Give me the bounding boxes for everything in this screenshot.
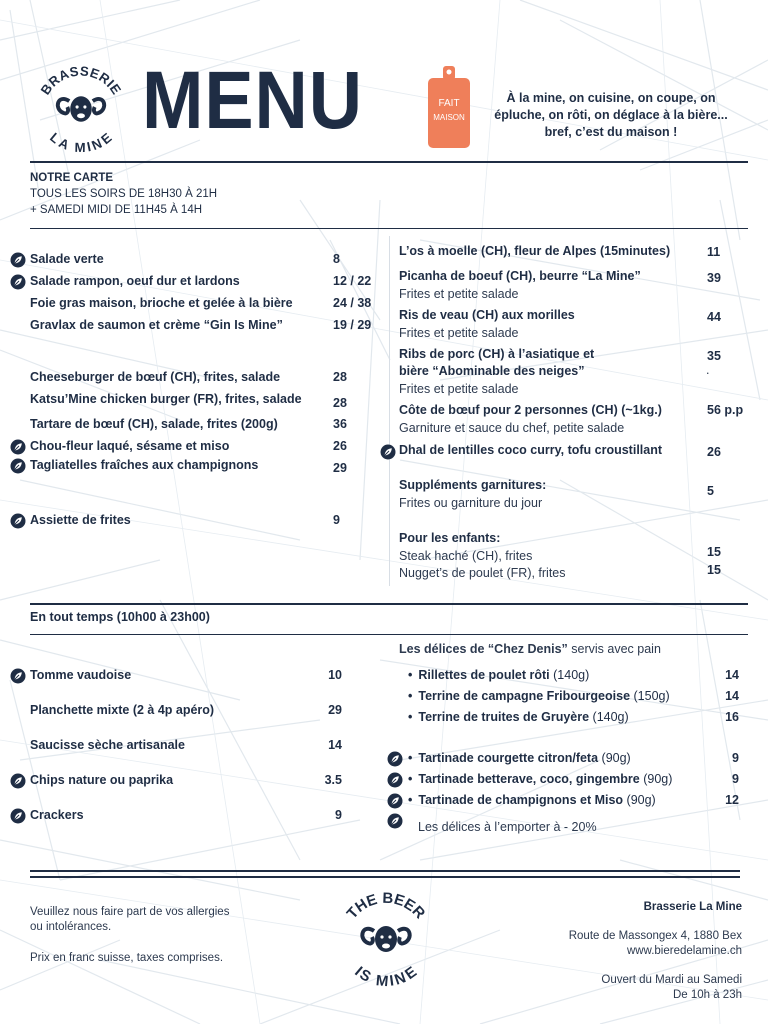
delices-item-qty: (90g) bbox=[639, 772, 673, 786]
notre-carte-title: NOTRE CARTE bbox=[30, 172, 114, 184]
tout-temps-item-price: 29 bbox=[328, 703, 342, 717]
opening-hours: De 10h à 23h bbox=[672, 989, 742, 1001]
vegetarian-leaf-icon bbox=[10, 668, 26, 684]
menu-item-name: Foie gras maison, brioche et gelée à la bière bbox=[30, 296, 293, 310]
menu-item-price: 8 bbox=[333, 252, 340, 266]
enfants-title: Pour les enfants: bbox=[399, 531, 501, 545]
tout-temps-bottom-divider bbox=[30, 634, 748, 635]
logo-bottom-text: LA MINE bbox=[47, 129, 115, 156]
tout-temps-top-divider bbox=[30, 603, 748, 605]
menu-item-description: Frites ou garniture du jour bbox=[399, 496, 543, 510]
menu-item-name: Gravlax de saumon et crème “Gin Is Mine” bbox=[30, 318, 283, 332]
bullet: • bbox=[408, 772, 413, 786]
bullet: • bbox=[408, 793, 413, 807]
tout-temps-item-name: Planchette mixte (2 à 4p apéro) bbox=[30, 703, 215, 717]
brasserie-logo bbox=[32, 58, 130, 156]
bullet: • bbox=[408, 689, 413, 703]
footer-logo-bottom-text: IS MINE bbox=[351, 963, 420, 987]
menu-item-name: Katsu’Mine chicken burger (FR), frites, salade bbox=[30, 392, 302, 406]
menu-item-name: L’os à moelle (CH), fleur de Alpes (15minutes) bbox=[399, 244, 671, 258]
menu-item-price: 26 bbox=[707, 445, 721, 459]
fait-maison-text: À la mine, on cuisine, on coupe, on épluche, on rôti, on déglace à la bière... bref, c’est du maison ! bbox=[494, 91, 728, 139]
menu-item-price: 39 bbox=[707, 271, 721, 285]
delices-item bbox=[408, 772, 672, 786]
delices-item bbox=[408, 793, 656, 807]
menu-item-description: Frites et petite salade bbox=[399, 326, 519, 340]
tout-temps-title: En tout temps (10h00 à 23h00) bbox=[30, 610, 210, 624]
delices-item-price: 16 bbox=[725, 710, 739, 724]
tout-temps-item-name: Chips nature ou paprika bbox=[30, 773, 174, 787]
menu-item-price: 19 / 29 bbox=[333, 318, 372, 332]
menu-item-price: 11 bbox=[707, 245, 721, 259]
notre-carte-hours-1: TOUS LES SOIRS DE 18H30 À 21H bbox=[30, 188, 218, 200]
menu-item-price: 28 bbox=[333, 396, 347, 410]
enfants-item-price: 15 bbox=[707, 545, 721, 559]
tout-temps-item-price: 14 bbox=[328, 738, 342, 752]
opening-days: Ouvert du Mardi au Samedi bbox=[601, 974, 742, 986]
allergies-line-1: Veuillez nous faire part de vos allergies bbox=[30, 906, 230, 918]
address: Route de Massongex 4, 1880 Bex bbox=[568, 930, 742, 942]
delices-item-price: 14 bbox=[725, 689, 739, 703]
svg-text:BRASSERIE bbox=[38, 63, 125, 97]
menu-item-description: Frites et petite salade bbox=[399, 287, 519, 301]
menu-item-name: Salade rampon, oeuf dur et lardons bbox=[30, 274, 240, 288]
menu-item-price: 5 bbox=[707, 484, 714, 498]
menu-item-name: Côte de bœuf pour 2 personnes (CH) (~1kg.) bbox=[399, 403, 662, 417]
price-extra-mark: . bbox=[706, 363, 710, 377]
page-title: MENU bbox=[142, 55, 363, 146]
delices-item-name: Tartinade courgette citron/feta bbox=[418, 751, 599, 765]
vegetarian-leaf-icon bbox=[10, 808, 26, 824]
vegetarian-leaf-icon bbox=[387, 813, 403, 829]
delices-item-name: Terrine de campagne Fribourgeoise bbox=[418, 689, 631, 703]
enfants-item-name: Nugget’s de poulet (FR), frites bbox=[399, 566, 566, 580]
delices-item bbox=[408, 751, 631, 765]
menu-item-price: 29 bbox=[333, 461, 347, 475]
menu-item-price: 9 bbox=[333, 513, 340, 527]
vegetarian-leaf-icon bbox=[387, 793, 403, 809]
delices-item-qty: (90g) bbox=[598, 751, 631, 765]
vegetarian-leaf-icon bbox=[387, 751, 403, 767]
menu-item-name: Tartare de bœuf (CH), salade, frites (200g) bbox=[30, 417, 278, 431]
menu-item-description: Garniture et sauce du chef, petite salade bbox=[399, 421, 625, 435]
menu-item-name: Picanha de boeuf (CH), beurre “La Mine” bbox=[399, 269, 641, 283]
delices-item-name: Terrine de truites de Gruyère bbox=[418, 710, 590, 724]
board-text-fait: FAIT bbox=[438, 98, 460, 109]
delices-item-name: Tartinade betterave, coco, gingembre bbox=[418, 772, 640, 786]
delices-item-qty: (140g) bbox=[549, 668, 590, 682]
delices-item-qty: (150g) bbox=[630, 689, 670, 703]
delices-item-name: Rillettes de poulet rôti bbox=[418, 668, 550, 682]
menu-item-price: 36 bbox=[333, 417, 347, 431]
notre-carte-hours-2: + SAMEDI MIDI DE 11H45 À 14H bbox=[30, 204, 203, 216]
the-beer-is-mine-logo bbox=[336, 887, 436, 987]
logo-top-text: BRASSERIE bbox=[37, 63, 125, 98]
bullet: • bbox=[408, 668, 413, 682]
footer-logo-top-text: THE BEER bbox=[343, 889, 429, 923]
delices-item-qty: (140g) bbox=[589, 710, 629, 724]
menu-item-price: 35 bbox=[707, 349, 721, 363]
website-link[interactable]: www.bieredelamine.ch bbox=[626, 945, 742, 957]
footer-divider-2 bbox=[30, 876, 740, 878]
carte-divider bbox=[30, 228, 748, 229]
vegetarian-leaf-icon bbox=[10, 773, 26, 789]
menu-item-price: 28 bbox=[333, 370, 347, 384]
menu-item-price: 44 bbox=[707, 310, 721, 324]
vegetarian-leaf-icon bbox=[10, 513, 26, 529]
vegetarian-leaf-icon bbox=[10, 439, 26, 455]
delices-item-qty: (90g) bbox=[623, 793, 656, 807]
delices-item bbox=[408, 689, 670, 703]
menu-item-name: Salade verte bbox=[30, 252, 104, 266]
menu-item-name: Ris de veau (CH) aux morilles bbox=[399, 308, 575, 322]
fait-maison-board-icon bbox=[426, 66, 472, 148]
delices-emporter-note: Les délices à l’emporter à - 20% bbox=[418, 820, 597, 834]
delices-title-bold: Les délices de “Chez Denis” bbox=[399, 642, 568, 656]
vegetarian-leaf-icon bbox=[10, 252, 26, 268]
menu-item-name: Tagliatelles fraîches aux champignons bbox=[30, 458, 259, 472]
tout-temps-item-name: Crackers bbox=[30, 808, 84, 822]
footer-contact bbox=[569, 900, 742, 1003]
svg-text:THE BEER bbox=[344, 890, 429, 923]
tout-temps-item-name: Tomme vaudoise bbox=[30, 668, 132, 682]
menu-item-name: Chou-fleur laqué, sésame et miso bbox=[30, 439, 230, 453]
bullet: • bbox=[408, 710, 413, 724]
allergies-line-2: ou intolérances. bbox=[30, 921, 112, 933]
prix-note: Prix en franc suisse, taxes comprises. bbox=[30, 952, 224, 964]
vegetarian-leaf-icon bbox=[380, 444, 396, 460]
column-divider bbox=[389, 236, 390, 586]
enfants-item-name: Steak haché (CH), frites bbox=[399, 549, 533, 563]
bullet: • bbox=[408, 751, 413, 765]
svg-text:IS MINE bbox=[351, 963, 420, 987]
menu-item-description: Frites et petite salade bbox=[399, 382, 519, 396]
svg-text:LA MINE bbox=[47, 130, 115, 155]
delices-item-price: 12 bbox=[725, 793, 739, 807]
menu-item-name: Assiette de frites bbox=[30, 513, 131, 527]
delices-item bbox=[408, 710, 629, 724]
tout-temps-item-price: 9 bbox=[335, 808, 342, 822]
enfants-item-price: 15 bbox=[707, 563, 721, 577]
delices-item-name: Tartinade de champignons et Miso bbox=[418, 793, 624, 807]
menu-item-price: 26 bbox=[333, 439, 347, 453]
delices-item-price: 9 bbox=[732, 772, 739, 786]
delices-item bbox=[408, 668, 589, 682]
menu-item-price: 24 / 38 bbox=[333, 296, 372, 310]
footer-divider-1 bbox=[30, 870, 740, 872]
menu-item-price: 56 p.p bbox=[707, 403, 744, 417]
notre-carte-block bbox=[30, 170, 217, 218]
menu-item-name: Suppléments garnitures: bbox=[399, 478, 547, 492]
tout-temps-item-name: Saucisse sèche artisanale bbox=[30, 738, 185, 752]
delices-item-price: 14 bbox=[725, 668, 739, 682]
vegetarian-leaf-icon bbox=[10, 458, 26, 474]
tout-temps-item-price: 3.5 bbox=[324, 773, 342, 787]
delices-title-rest: servis avec pain bbox=[567, 642, 661, 656]
brasserie-name: Brasserie La Mine bbox=[643, 901, 742, 913]
menu-item-name: Cheeseburger de bœuf (CH), frites, salade bbox=[30, 370, 281, 384]
header-divider bbox=[30, 161, 748, 163]
vegetarian-leaf-icon bbox=[10, 274, 26, 290]
delices-title bbox=[399, 642, 661, 656]
footer-notes bbox=[30, 905, 229, 982]
menu-item-name-cont: bière “Abominable des neiges” bbox=[399, 364, 585, 378]
delices-item-price: 9 bbox=[732, 751, 739, 765]
menu-item-price: 12 / 22 bbox=[333, 274, 372, 288]
menu-item-name: Ribs de porc (CH) à l’asiatique et bbox=[399, 347, 595, 361]
board-text-maison: MAISON bbox=[433, 113, 465, 122]
menu-item-name: Dhal de lentilles coco curry, tofu croustillant bbox=[399, 443, 663, 457]
vegetarian-leaf-icon bbox=[387, 772, 403, 788]
tout-temps-item-price: 10 bbox=[328, 668, 342, 682]
